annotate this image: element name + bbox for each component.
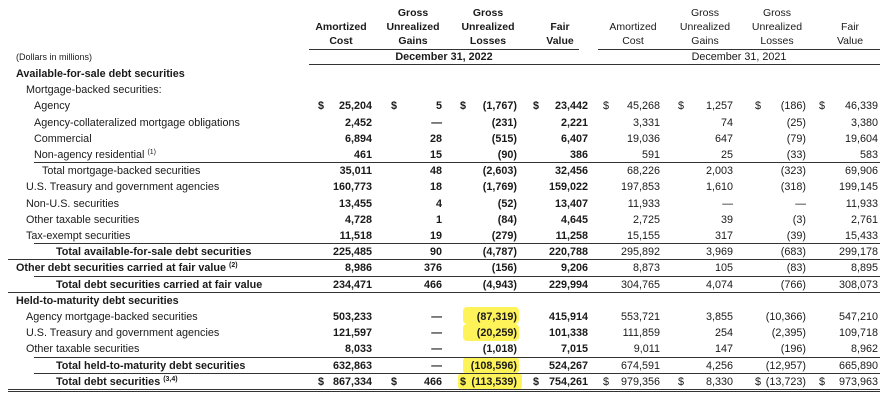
currency-symbol: $ — [819, 100, 826, 113]
cell-value: 3,331 — [632, 116, 660, 129]
subtotal-rule — [34, 276, 880, 277]
cell-value: 8,962 — [850, 343, 878, 356]
period-label-2022: December 31, 2022 — [395, 51, 493, 63]
cell-value: (231) — [491, 116, 517, 129]
cell-value: 13,407 — [554, 197, 588, 210]
column-header — [520, 6, 600, 48]
period-label-2021: December 31, 2021 — [691, 51, 787, 63]
column-header-line: Value — [836, 35, 864, 47]
cell-value: 9,206 — [560, 262, 588, 275]
column-header-line — [520, 6, 600, 20]
cell-value: 503,233 — [332, 311, 372, 323]
table-row — [0, 196, 881, 212]
table-row — [0, 131, 881, 147]
header-bottom-rule — [309, 64, 880, 65]
cell-value: 19,036 — [626, 132, 660, 145]
currency-symbol: $ — [391, 100, 398, 113]
currency-symbol: $ — [819, 375, 826, 388]
cell-value: 25 — [720, 149, 733, 161]
cell-value: 524,267 — [548, 359, 588, 372]
cell-value: 68,226 — [626, 165, 660, 178]
cell-value: (683) — [780, 246, 806, 259]
cell-value: — — [722, 197, 733, 210]
currency-symbol: $ — [460, 100, 467, 113]
cell-value: — — [431, 359, 442, 372]
cell-value: 159,022 — [548, 181, 588, 194]
cell-value: 317 — [714, 230, 733, 242]
cell-value: — — [431, 327, 442, 340]
cell-value: — — [431, 116, 442, 129]
cell-value: 8,986 — [344, 262, 372, 275]
cell-value: (3) — [792, 213, 806, 226]
cell-value: 8,895 — [850, 262, 878, 275]
cell-value: 5 — [435, 100, 442, 113]
cell-value: (1,769) — [482, 181, 517, 194]
units-note: (Dollars in millions) — [16, 52, 93, 62]
column-header-line: Amortized — [315, 21, 367, 33]
row-label-text: Agency-collateralized mortgage obligations — [34, 116, 240, 129]
cell-value: (279) — [491, 230, 517, 242]
cell-value: 28 — [429, 132, 442, 145]
column-header — [373, 6, 453, 48]
column-header-line: Unrealized — [461, 21, 515, 33]
table-row — [0, 179, 881, 195]
subtotal-rule — [34, 373, 880, 374]
cell-value: — — [795, 197, 806, 210]
column-header-line: Gross — [472, 7, 504, 19]
cell-value: 90 — [429, 246, 442, 259]
cell-value: — — [431, 343, 442, 356]
table-row — [0, 358, 881, 374]
column-header — [593, 6, 673, 48]
table-row — [0, 341, 881, 357]
row-label-text: Other debt securities carried at fair value — [16, 262, 227, 275]
cell-value: 583 — [859, 149, 878, 161]
cell-value: 2,725 — [632, 213, 660, 226]
cell-value: (515) — [491, 132, 517, 145]
cell-value: 1,257 — [705, 100, 733, 113]
cell-value: 665,890 — [838, 359, 878, 372]
cell-value: 15 — [429, 149, 442, 161]
section-rule — [8, 259, 880, 260]
cell-value: (13,723) — [765, 375, 806, 388]
cell-value: 1,610 — [705, 181, 733, 194]
cell-value: 2,221 — [560, 116, 588, 129]
cell-value: 35,011 — [339, 165, 372, 178]
cell-value: (84) — [497, 213, 517, 226]
row-label-text: Total debt securities — [56, 375, 161, 388]
cell-value: 220,788 — [548, 246, 588, 259]
cell-value: 4,074 — [705, 278, 733, 291]
row-label — [56, 376, 178, 388]
row-label-text: Total available-for-sale debt securities — [56, 246, 252, 259]
cell-value: 11,933 — [845, 197, 878, 210]
currency-symbol: $ — [533, 100, 540, 113]
table-row — [0, 277, 881, 293]
grand-total-rule — [8, 389, 880, 392]
cell-value: 553,721 — [620, 311, 660, 323]
cell-value: 160,773 — [332, 181, 372, 194]
cell-value: 4,256 — [705, 359, 733, 372]
cell-value: (108,596) — [470, 359, 517, 372]
cell-value: 295,892 — [620, 246, 660, 259]
cell-value: 11,933 — [627, 197, 660, 210]
currency-symbol: $ — [755, 375, 762, 388]
column-header — [737, 6, 817, 48]
column-header-line: Fair — [550, 21, 570, 33]
currency-symbol: $ — [603, 100, 610, 113]
cell-value: 229,994 — [548, 278, 588, 291]
currency-symbol: $ — [603, 375, 610, 388]
row-label-text: Non-agency residential — [34, 149, 145, 161]
cell-value: 2,003 — [705, 165, 733, 178]
currency-symbol: $ — [678, 375, 685, 388]
column-header-line: Gains — [691, 35, 719, 47]
row-label-text: Non-U.S. securities — [26, 197, 120, 210]
row-label — [26, 198, 119, 210]
row-label — [26, 343, 139, 355]
cell-value: 754,261 — [548, 375, 588, 388]
row-label — [42, 165, 200, 177]
cell-value: 15,155 — [626, 230, 660, 242]
cell-value: 979,356 — [620, 375, 660, 388]
table-row — [0, 115, 881, 131]
cell-value: 111,859 — [622, 327, 660, 340]
row-label — [56, 279, 262, 291]
cell-value: (79) — [786, 132, 806, 145]
footnote-marker: (2) — [229, 262, 238, 270]
section-rule — [8, 292, 880, 293]
row-label-text: Total held-to-maturity debt securities — [56, 359, 246, 372]
row-label-text: Agency mortgage-backed securities — [26, 311, 198, 323]
cell-value: (318) — [780, 181, 806, 194]
subtotal-rule — [34, 243, 880, 244]
cell-value: 4,645 — [560, 213, 588, 226]
row-label — [26, 214, 139, 226]
cell-value: 15,433 — [844, 230, 878, 242]
cell-value: 386 — [569, 149, 588, 161]
cell-value: 7,015 — [560, 343, 588, 356]
column-header-line: Value — [546, 35, 574, 47]
cell-value: 74 — [720, 116, 733, 129]
cell-value: 48 — [429, 165, 442, 178]
subtotal-rule — [34, 357, 880, 358]
cell-value: (10,366) — [765, 311, 806, 323]
cell-value: (113,539) — [471, 375, 517, 388]
row-label — [26, 84, 162, 96]
currency-symbol: $ — [533, 375, 540, 388]
row-label-text: U.S. Treasury and government agencies — [26, 327, 220, 340]
column-header — [448, 6, 528, 48]
row-label — [26, 327, 219, 339]
row-label — [16, 262, 238, 274]
cell-value: 9,011 — [633, 343, 660, 356]
cell-value: 147 — [714, 343, 733, 356]
column-header-line: Gross — [762, 7, 791, 19]
table-row — [0, 293, 881, 309]
table-row — [0, 228, 881, 244]
cell-value: (12,957) — [765, 359, 806, 372]
cell-value: 6,894 — [344, 132, 372, 145]
table-row — [0, 374, 881, 390]
cell-value: (4,787) — [482, 246, 517, 259]
cell-value: 2,761 — [850, 213, 878, 226]
cell-value: 547,210 — [838, 311, 878, 323]
currency-symbol: $ — [678, 100, 685, 113]
column-header-line: Losses — [760, 35, 794, 47]
cell-value: 109,718 — [838, 327, 878, 340]
column-header-line — [301, 6, 381, 20]
column-header-line — [810, 6, 881, 20]
cell-value: 2,452 — [344, 116, 372, 129]
row-label — [34, 133, 92, 145]
cell-value: 11,258 — [555, 230, 588, 242]
row-label-text: Available-for-sale debt securities — [16, 68, 185, 80]
cell-value: 1 — [435, 213, 442, 226]
cell-value: (52) — [497, 197, 517, 210]
row-label-text: Other taxable securities — [26, 343, 140, 356]
cell-value: 632,863 — [332, 359, 372, 372]
cell-value: 973,963 — [838, 375, 878, 388]
currency-symbol: $ — [391, 375, 398, 388]
cell-value: 69,906 — [844, 165, 878, 178]
row-label — [26, 230, 130, 242]
cell-value: 23,442 — [554, 100, 588, 113]
cell-value: 299,178 — [838, 246, 878, 259]
cell-value: 19,604 — [844, 132, 878, 145]
cell-value: (39) — [786, 230, 806, 242]
column-header-line: Cost — [622, 35, 644, 47]
currency-symbol: $ — [460, 375, 467, 388]
row-label-text: U.S. Treasury and government agencies — [26, 181, 220, 194]
cell-value: (766) — [780, 278, 806, 291]
row-label-text: Tax-exempt securities — [26, 230, 131, 242]
cell-value: (33) — [786, 149, 806, 161]
cell-value: (87,319) — [476, 311, 517, 323]
cell-value: (196) — [780, 343, 806, 356]
column-header-line: Unrealized — [679, 21, 731, 33]
cell-value: — — [431, 311, 442, 323]
subtotal-rule — [34, 162, 880, 163]
cell-value: 19 — [429, 230, 442, 242]
cell-value: 466 — [423, 375, 442, 388]
cell-value: 8,033 — [344, 343, 372, 356]
cell-value: (323) — [780, 165, 806, 178]
cell-value: 18 — [429, 181, 442, 194]
footnote-marker: (1) — [147, 149, 156, 156]
column-header-line: Unrealized — [751, 21, 803, 33]
cell-value: 13,455 — [338, 197, 372, 210]
cell-value: 4,728 — [344, 213, 372, 226]
column-header-line: Unrealized — [386, 21, 440, 33]
footnote-marker: (3,4) — [163, 375, 178, 383]
cell-value: (4,943) — [482, 278, 517, 291]
cell-value: 197,853 — [620, 181, 660, 194]
column-header-line — [593, 6, 673, 20]
cell-value: 234,471 — [332, 278, 372, 291]
cell-value: 121,597 — [332, 327, 372, 340]
cell-value: 466 — [423, 278, 442, 291]
cell-value: (25) — [786, 116, 806, 129]
column-header — [665, 6, 745, 48]
row-label — [26, 181, 219, 193]
cell-value: 591 — [641, 149, 660, 161]
cell-value: 3,969 — [705, 246, 733, 259]
table-row — [0, 66, 881, 82]
row-label-text: Total debt securities carried at fair value — [56, 278, 263, 291]
cell-value: 8,873 — [632, 262, 660, 275]
row-label — [34, 117, 240, 129]
table-row — [0, 163, 881, 179]
row-label-text: Mortgage-backed securities: — [26, 84, 162, 97]
cell-value: 867,334 — [332, 375, 372, 388]
cell-value: 3,855 — [705, 311, 733, 323]
cell-value: 45,268 — [626, 100, 660, 113]
cell-value: 4 — [435, 197, 442, 210]
cell-value: 101,338 — [548, 327, 588, 340]
cell-value: 25,204 — [338, 100, 372, 113]
row-label — [34, 100, 70, 112]
cell-value: 32,456 — [554, 165, 588, 178]
table-row — [0, 309, 881, 325]
row-label — [56, 246, 251, 258]
cell-value: 225,485 — [332, 246, 372, 259]
column-header-line: Amortized — [609, 21, 657, 33]
column-header-line: Gains — [398, 35, 428, 47]
cell-value: (1,767) — [482, 100, 517, 113]
column-header-line: Gross — [690, 7, 719, 19]
row-label-text: Agency — [34, 100, 71, 113]
table-row — [0, 147, 881, 163]
row-label-text: Other taxable securities — [26, 213, 140, 226]
currency-symbol: $ — [318, 375, 325, 388]
cell-value: 8,330 — [705, 375, 733, 388]
header-rule-2022 — [309, 49, 579, 50]
table-row — [0, 244, 881, 260]
header-rule-2021 — [598, 49, 880, 50]
table-row — [0, 260, 881, 276]
cell-value: (186) — [780, 100, 806, 113]
cell-value: (156) — [491, 262, 517, 275]
cell-value: 304,765 — [620, 278, 660, 291]
row-label — [16, 295, 179, 307]
cell-value: 39 — [720, 213, 733, 226]
row-label — [26, 311, 198, 323]
column-header-line: Fair — [840, 21, 860, 33]
cell-value: (2,603) — [482, 165, 517, 178]
cell-value: (20,259) — [476, 327, 517, 340]
column-header — [301, 6, 381, 48]
cell-value: 46,339 — [844, 100, 878, 113]
cell-value: 376 — [423, 262, 442, 275]
cell-value: 461 — [353, 149, 372, 161]
row-label — [16, 68, 185, 80]
currency-symbol: $ — [318, 100, 325, 113]
cell-value: 199,145 — [838, 181, 878, 194]
table-row — [0, 98, 881, 114]
currency-symbol: $ — [755, 100, 762, 113]
table-row — [0, 212, 881, 228]
cell-value: 105 — [714, 262, 733, 275]
table-row — [0, 325, 881, 341]
cell-value: (2,395) — [771, 327, 806, 340]
cell-value: 647 — [714, 132, 733, 145]
row-label — [56, 360, 245, 372]
cell-value: 415,914 — [548, 311, 588, 323]
cell-value: 11,518 — [339, 230, 372, 242]
row-label-text: Commercial — [34, 132, 92, 145]
row-label-text: Held-to-maturity debt securities — [16, 294, 179, 307]
column-header-line: Cost — [329, 35, 353, 47]
cell-value: 6,407 — [560, 132, 588, 145]
cell-value: (83) — [786, 262, 806, 275]
cell-value: (1,018) — [482, 343, 517, 356]
cell-value: 674,591 — [620, 359, 660, 372]
cell-value: 254 — [714, 327, 733, 340]
row-label-text: Total mortgage-backed securities — [42, 165, 201, 178]
cell-value: 308,073 — [838, 278, 878, 291]
cell-value: 3,380 — [850, 116, 878, 129]
table-row — [0, 82, 881, 98]
column-header-line: Losses — [469, 35, 507, 47]
column-header — [810, 6, 881, 48]
column-header-line: Gross — [397, 7, 429, 19]
row-label — [34, 149, 156, 161]
cell-value: (90) — [497, 149, 517, 161]
